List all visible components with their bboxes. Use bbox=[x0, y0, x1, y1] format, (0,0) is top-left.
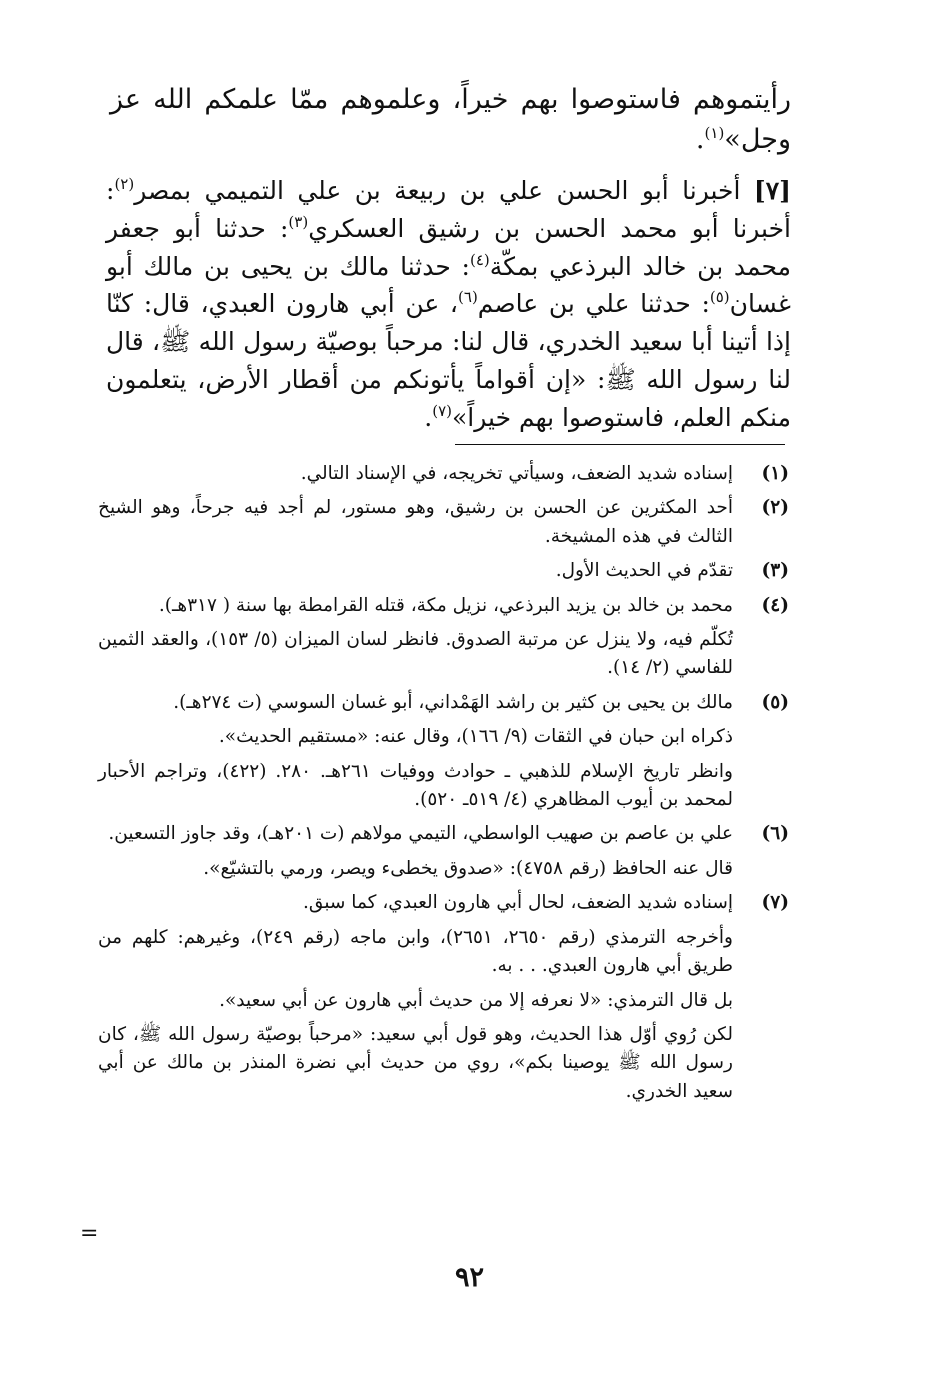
main-text: رأيتموهم فاستوصوا بهم خيراً، وعلموهم ممّا علمكم الله عز وجل» bbox=[110, 84, 791, 155]
footnote-ref: (٣) bbox=[288, 212, 309, 231]
footnote bbox=[98, 592, 789, 683]
footnote-body bbox=[98, 820, 733, 883]
footnote-paragraph: مالك بن يحيى بن كثير بن راشد الهَمْداني، أبو غسان السوسي (ت ٢٧٤هـ). bbox=[173, 691, 733, 713]
continuation-mark: = bbox=[80, 1221, 99, 1246]
footnote-paragraph: لكن رُوي أوّل هذا الحديث، وهو قول أبي سعيد: «مرحباً بوصيّة رسول الله ﷺ، كان رسول الله ﷺ يوصينا بكم»، روي من حديث أبي نضرة المنذر بن مالك عن أبي سعيد الخدري. bbox=[98, 1023, 733, 1102]
isnad-segment: أخبرنا أبو الحسن علي بن ربيعة بن علي التميمي بمصر bbox=[134, 176, 741, 205]
footnote-paragraph: وانظر تاريخ الإسلام للذهبي ـ حوادث ووفيات ٢٦١هـ. ٢٨٠. (٤٢٢)، وتراجم الأحبار لمحمد بن أيوب المظاهري (٤/ ٥١٩ـ ٥٢٠). bbox=[98, 760, 733, 811]
footnote-number: (٥) bbox=[761, 691, 789, 713]
footnote-paragraph: تُكلّم فيه، ولا ينزل عن مرتبة الصدوق. فانظر لسان الميزان (٥/ ١٥٣)، والعقد الثمين للفاسي (٢/ ١٤). bbox=[98, 629, 733, 679]
matn-text: ، عن أبي هارون العبدي، قال: كنّا إذا أتينا أبا سعيد الخدري، قال لنا: مرحباً بوصيّة رسول الله ﷺ، قال لنا رسول الله ﷺ: «إن أقواماً يأتونكم من أقطار الأرض، يتعلمون منكم العلم، فاستوصوا بهم خيراً» bbox=[106, 289, 791, 432]
footnote-paragraph: محمد بن خالد بن يزيد البرذعي، نزيل مكة، قتله القرامطة بها سنة ( ٣١٧هـ). bbox=[158, 594, 733, 616]
footnote bbox=[98, 557, 789, 585]
footnote-ref: (٢) bbox=[114, 175, 135, 193]
footnote-number: (٣) bbox=[761, 560, 789, 582]
footnote-ref: (٤) bbox=[469, 250, 490, 269]
page-number: ٩٢ bbox=[454, 1262, 484, 1293]
footnote-number: (١) bbox=[761, 463, 789, 484]
isnad-segment: : حدثنا علي بن عاصم bbox=[477, 289, 710, 319]
main-text-continuation bbox=[110, 80, 791, 160]
footnote-paragraph: ذكراه ابن حبان في الثقات (٩/ ١٦٦)، وقال عنه: «مستقيم الحديث». bbox=[218, 726, 733, 748]
footnote bbox=[98, 689, 789, 815]
footnote-number: (٧) bbox=[761, 892, 789, 914]
footnote-body bbox=[98, 494, 733, 551]
isnad-segment: : حدثنا مالك بن يحيى بن مالك أبو غسان bbox=[106, 251, 792, 319]
footnote-ref: (٥) bbox=[709, 288, 730, 307]
footnote-number: (٤) bbox=[761, 594, 789, 616]
footnote-body bbox=[98, 689, 733, 815]
footnote bbox=[98, 820, 789, 883]
footnote-paragraph: تقدّم في الحديث الأول. bbox=[555, 560, 733, 582]
footnote-ref: (٧) bbox=[432, 401, 452, 420]
footnote-paragraph: أحد المكثرين عن الحسن بن رشيق، وهو مستور، لم أجد فيه جرحاً، وهو الشيخ الثالث في هذه المشيخة. bbox=[98, 497, 733, 547]
footnote-number: (٦) bbox=[761, 823, 789, 845]
footnote-separator bbox=[455, 444, 785, 445]
footnote-body bbox=[98, 557, 733, 585]
isnad-segment: : أخبرنا أبو محمد الحسن بن رشيق العسكري bbox=[106, 176, 792, 243]
footnote bbox=[98, 460, 789, 488]
hadith-paragraph bbox=[106, 172, 791, 437]
footnote-body bbox=[98, 592, 733, 683]
footnote-body bbox=[98, 460, 733, 488]
footnote bbox=[98, 889, 789, 1106]
hadith-number: [٧] bbox=[753, 176, 791, 205]
footnote-number: (٢) bbox=[761, 497, 789, 519]
footnote-paragraph: إسناده شديد الضعف، وسيأتي تخريجه، في الإسناد التالي. bbox=[300, 463, 733, 484]
footnote-paragraph: إسناده شديد الضعف، لحال أبي هارون العبدي، كما سبق. bbox=[303, 892, 733, 914]
footnote-paragraph: قال عنه الحافظ (رقم ٤٧٥٨): «صدوق يخطىء ويصر، ورمي بالتشيّع». bbox=[203, 857, 733, 879]
footnote-ref: (١) bbox=[704, 124, 725, 142]
footnote-paragraph: وأخرجه الترمذي (رقم ٢٦٥٠، ٢٦٥١)، وابن ماجه (رقم ٢٤٩)، وغيرهم: كلهم من طريق أبي هارون العبدي. . . به. bbox=[98, 926, 733, 977]
end-punctuation: . bbox=[424, 402, 433, 432]
footnote-paragraph: بل قال الترمذي: «لا نعرفه إلا من حديث أبي هارون عن أبي سعيد». bbox=[219, 989, 733, 1011]
footnote-ref: (٦) bbox=[458, 288, 478, 307]
footnote bbox=[98, 494, 789, 551]
footnote-paragraph: علي بن عاصم بن صهيب الواسطي، التيمي مولاهم (ت ٢٠١هـ)، وقد جاوز التسعين. bbox=[108, 823, 733, 845]
isnad-segment: : حدثنا أبو جعفر محمد بن خالد البرذعي بمكّة bbox=[106, 213, 791, 281]
end-punctuation: . bbox=[695, 124, 705, 155]
footnote-body bbox=[98, 889, 733, 1106]
footnotes-section bbox=[98, 460, 789, 1112]
